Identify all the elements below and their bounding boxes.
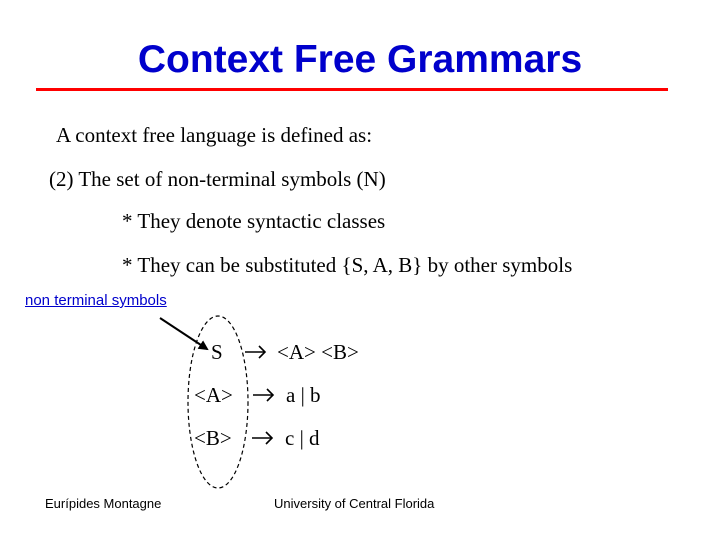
production-s-lhs: S	[211, 340, 223, 364]
slide-title: Context Free Grammars	[137, 38, 583, 81]
bullet-substituted: * They can be substituted {S, A, B} by other symbols	[122, 253, 573, 277]
production-a-rhs: a | b	[286, 383, 321, 407]
right-arrow-icon	[245, 346, 265, 358]
production-b-lhs: <B>	[194, 426, 232, 450]
nonterminal-set-line: (2) The set of non-terminal symbols (N)	[49, 167, 386, 191]
production-b-rhs: c | d	[285, 426, 320, 450]
nonterminal-callout-label: non terminal symbols	[25, 292, 167, 309]
production-s-rhs: <A> <B>	[277, 340, 359, 364]
footer-institution: University of Central Florida	[274, 496, 435, 511]
intro-line: A context free language is defined as:	[56, 123, 373, 147]
footer-author: Eurípides Montagne	[45, 496, 162, 511]
right-arrow-icon	[252, 432, 272, 444]
right-arrow-icon	[253, 389, 273, 401]
production-a-lhs: <A>	[194, 383, 233, 407]
bullet-syntactic-classes: * They denote syntactic classes	[122, 209, 386, 233]
